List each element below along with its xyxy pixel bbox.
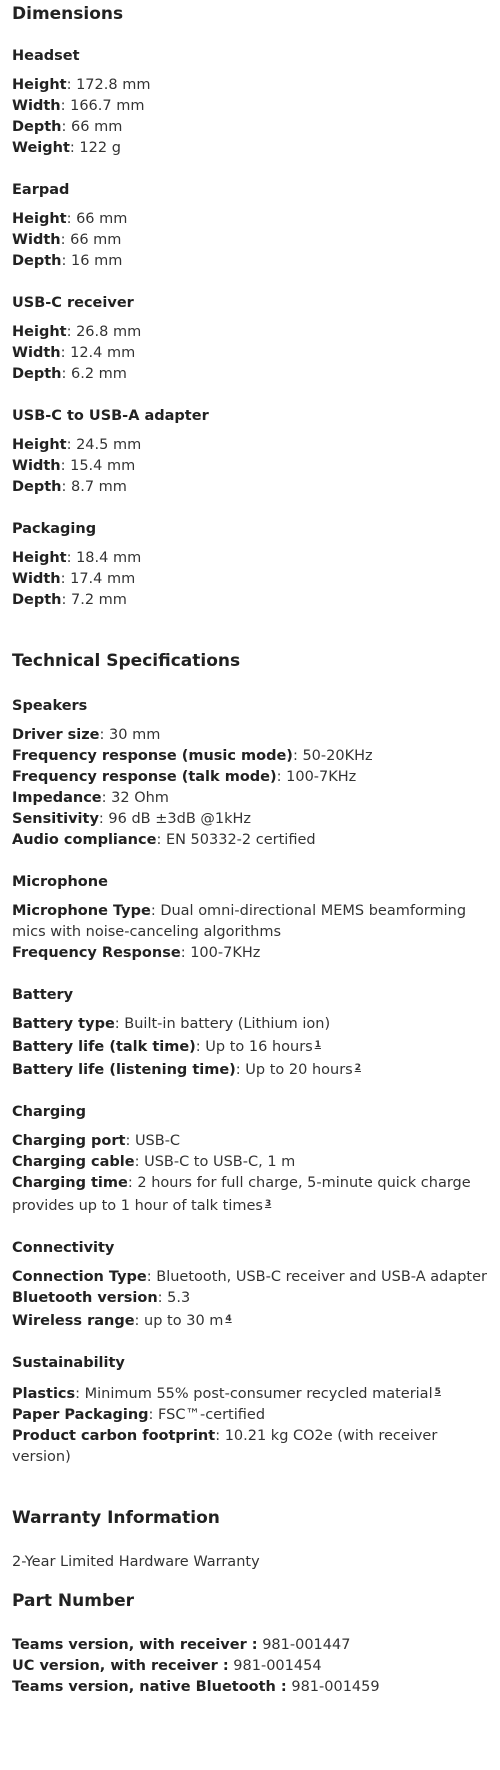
sustainability-specs — [12, 1382, 488, 1468]
spec-row: Battery type: Built-in battery (Lithium ion) — [12, 1016, 331, 1032]
spec-row: Height: 66 mm — [12, 211, 128, 227]
part-number-title: Part Number — [12, 1591, 135, 1611]
spec-row: Audio compliance: EN 50332-2 certified — [12, 832, 316, 848]
adapter-title: USB-C to USB-A adapter — [12, 408, 209, 424]
footnote-link[interactable]: 4 — [225, 1314, 232, 1324]
spec-row: Weight: 122 g — [12, 140, 121, 156]
footnote-link[interactable]: 2 — [354, 1063, 361, 1073]
spec-row: Height: 172.8 mm — [12, 77, 151, 93]
spec-row: Charging cable: USB-C to USB-C, 1 m — [12, 1154, 296, 1170]
speakers-specs — [12, 725, 488, 851]
spec-row: Paper Packaging: FSC™-certified — [12, 1407, 266, 1423]
sustainability-title: Sustainability — [12, 1355, 125, 1371]
spec-row: Frequency Response: 100-7KHz — [12, 945, 261, 961]
spec-row: Depth: 66 mm — [12, 119, 123, 135]
speakers-title: Speakers — [12, 698, 88, 714]
part-number-row: Teams version, native Bluetooth : 981-001459 — [12, 1679, 380, 1695]
spec-row: Impedance: 32 Ohm — [12, 790, 169, 806]
headset-title: Headset — [12, 48, 80, 64]
spec-row: Depth: 16 mm — [12, 253, 123, 269]
connectivity-title: Connectivity — [12, 1240, 115, 1256]
usbc-receiver-title: USB-C receiver — [12, 295, 134, 311]
spec-row: Battery life (listening time): Up to 20 hours $^2$ — [12, 1062, 361, 1078]
spec-row: Width: 12.4 mm — [12, 345, 136, 361]
battery-title: Battery — [12, 987, 74, 1003]
footnote-link[interactable]: 5 — [434, 1387, 441, 1397]
spec-row: Width: 15.4 mm — [12, 458, 136, 474]
footnote-link[interactable]: 1 — [314, 1040, 321, 1050]
part-number-list — [12, 1635, 488, 1698]
spec-row: Height: 24.5 mm — [12, 437, 142, 453]
spec-row: Product carbon footprint: 10.21 kg CO2e (with receiver version) — [12, 1428, 438, 1465]
microphone-specs — [12, 901, 488, 964]
spec-row: Depth: 8.7 mm — [12, 479, 127, 495]
warranty-title: Warranty Information — [12, 1508, 220, 1528]
spec-row: Width: 66 mm — [12, 232, 122, 248]
charging-specs — [12, 1131, 488, 1217]
spec-row: Height: 18.4 mm — [12, 550, 142, 566]
spec-row: Microphone Type: Dual omni-directional MEMS beamforming mics with noise-canceling algorithms — [12, 903, 467, 940]
spec-row: Connection Type: Bluetooth, USB-C receiver and USB-A adapter — [12, 1269, 487, 1285]
battery-specs — [12, 1014, 488, 1081]
spec-row: Bluetooth version: 5.3 — [12, 1290, 191, 1306]
spec-row: Wireless range: up to 30 m $^4$ — [12, 1313, 232, 1329]
footnote-link[interactable]: 3 — [264, 1199, 272, 1209]
spec-row: Sensitivity: 96 dB ±3dB @1kHz — [12, 811, 252, 827]
dimensions-title: Dimensions — [12, 4, 124, 24]
spec-row: Width: 166.7 mm — [12, 98, 145, 114]
earpad-specs — [12, 209, 488, 272]
adapter-specs — [12, 435, 488, 498]
spec-row: Height: 26.8 mm — [12, 324, 142, 340]
spec-row: Depth: 6.2 mm — [12, 366, 127, 382]
spec-row: Charging port: USB-C — [12, 1133, 181, 1149]
usbc-receiver-specs — [12, 322, 488, 385]
spec-row: Charging time: 2 hours for full charge, 5-minute quick charge provides up to 1 hour of talk times $^3$ — [12, 1175, 471, 1214]
spec-row: Width: 17.4 mm — [12, 571, 136, 587]
spec-row: Battery life (talk time): Up to 16 hours $^1$ — [12, 1039, 321, 1055]
warranty-text: 2-Year Limited Hardware Warranty — [12, 1554, 260, 1570]
packaging-specs — [12, 548, 488, 611]
headset-specs — [12, 75, 488, 159]
spec-row: Depth: 7.2 mm — [12, 592, 127, 608]
spec-row: Frequency response (talk mode): 100-7KHz — [12, 769, 357, 785]
packaging-title: Packaging — [12, 521, 97, 537]
microphone-title: Microphone — [12, 874, 108, 890]
connectivity-specs — [12, 1267, 488, 1332]
spec-row: Driver size: 30 mm — [12, 727, 161, 743]
earpad-title: Earpad — [12, 182, 70, 198]
part-number-row: UC version, with receiver : 981-001454 — [12, 1658, 322, 1674]
charging-title: Charging — [12, 1104, 86, 1120]
tech-specs-title: Technical Specifications — [12, 651, 241, 671]
spec-row: Frequency response (music mode): 50-20KHz — [12, 748, 373, 764]
spec-row: Plastics: Minimum 55% post-consumer recycled material $^5$ — [12, 1386, 441, 1402]
part-number-row: Teams version, with receiver : 981-001447 — [12, 1637, 351, 1653]
